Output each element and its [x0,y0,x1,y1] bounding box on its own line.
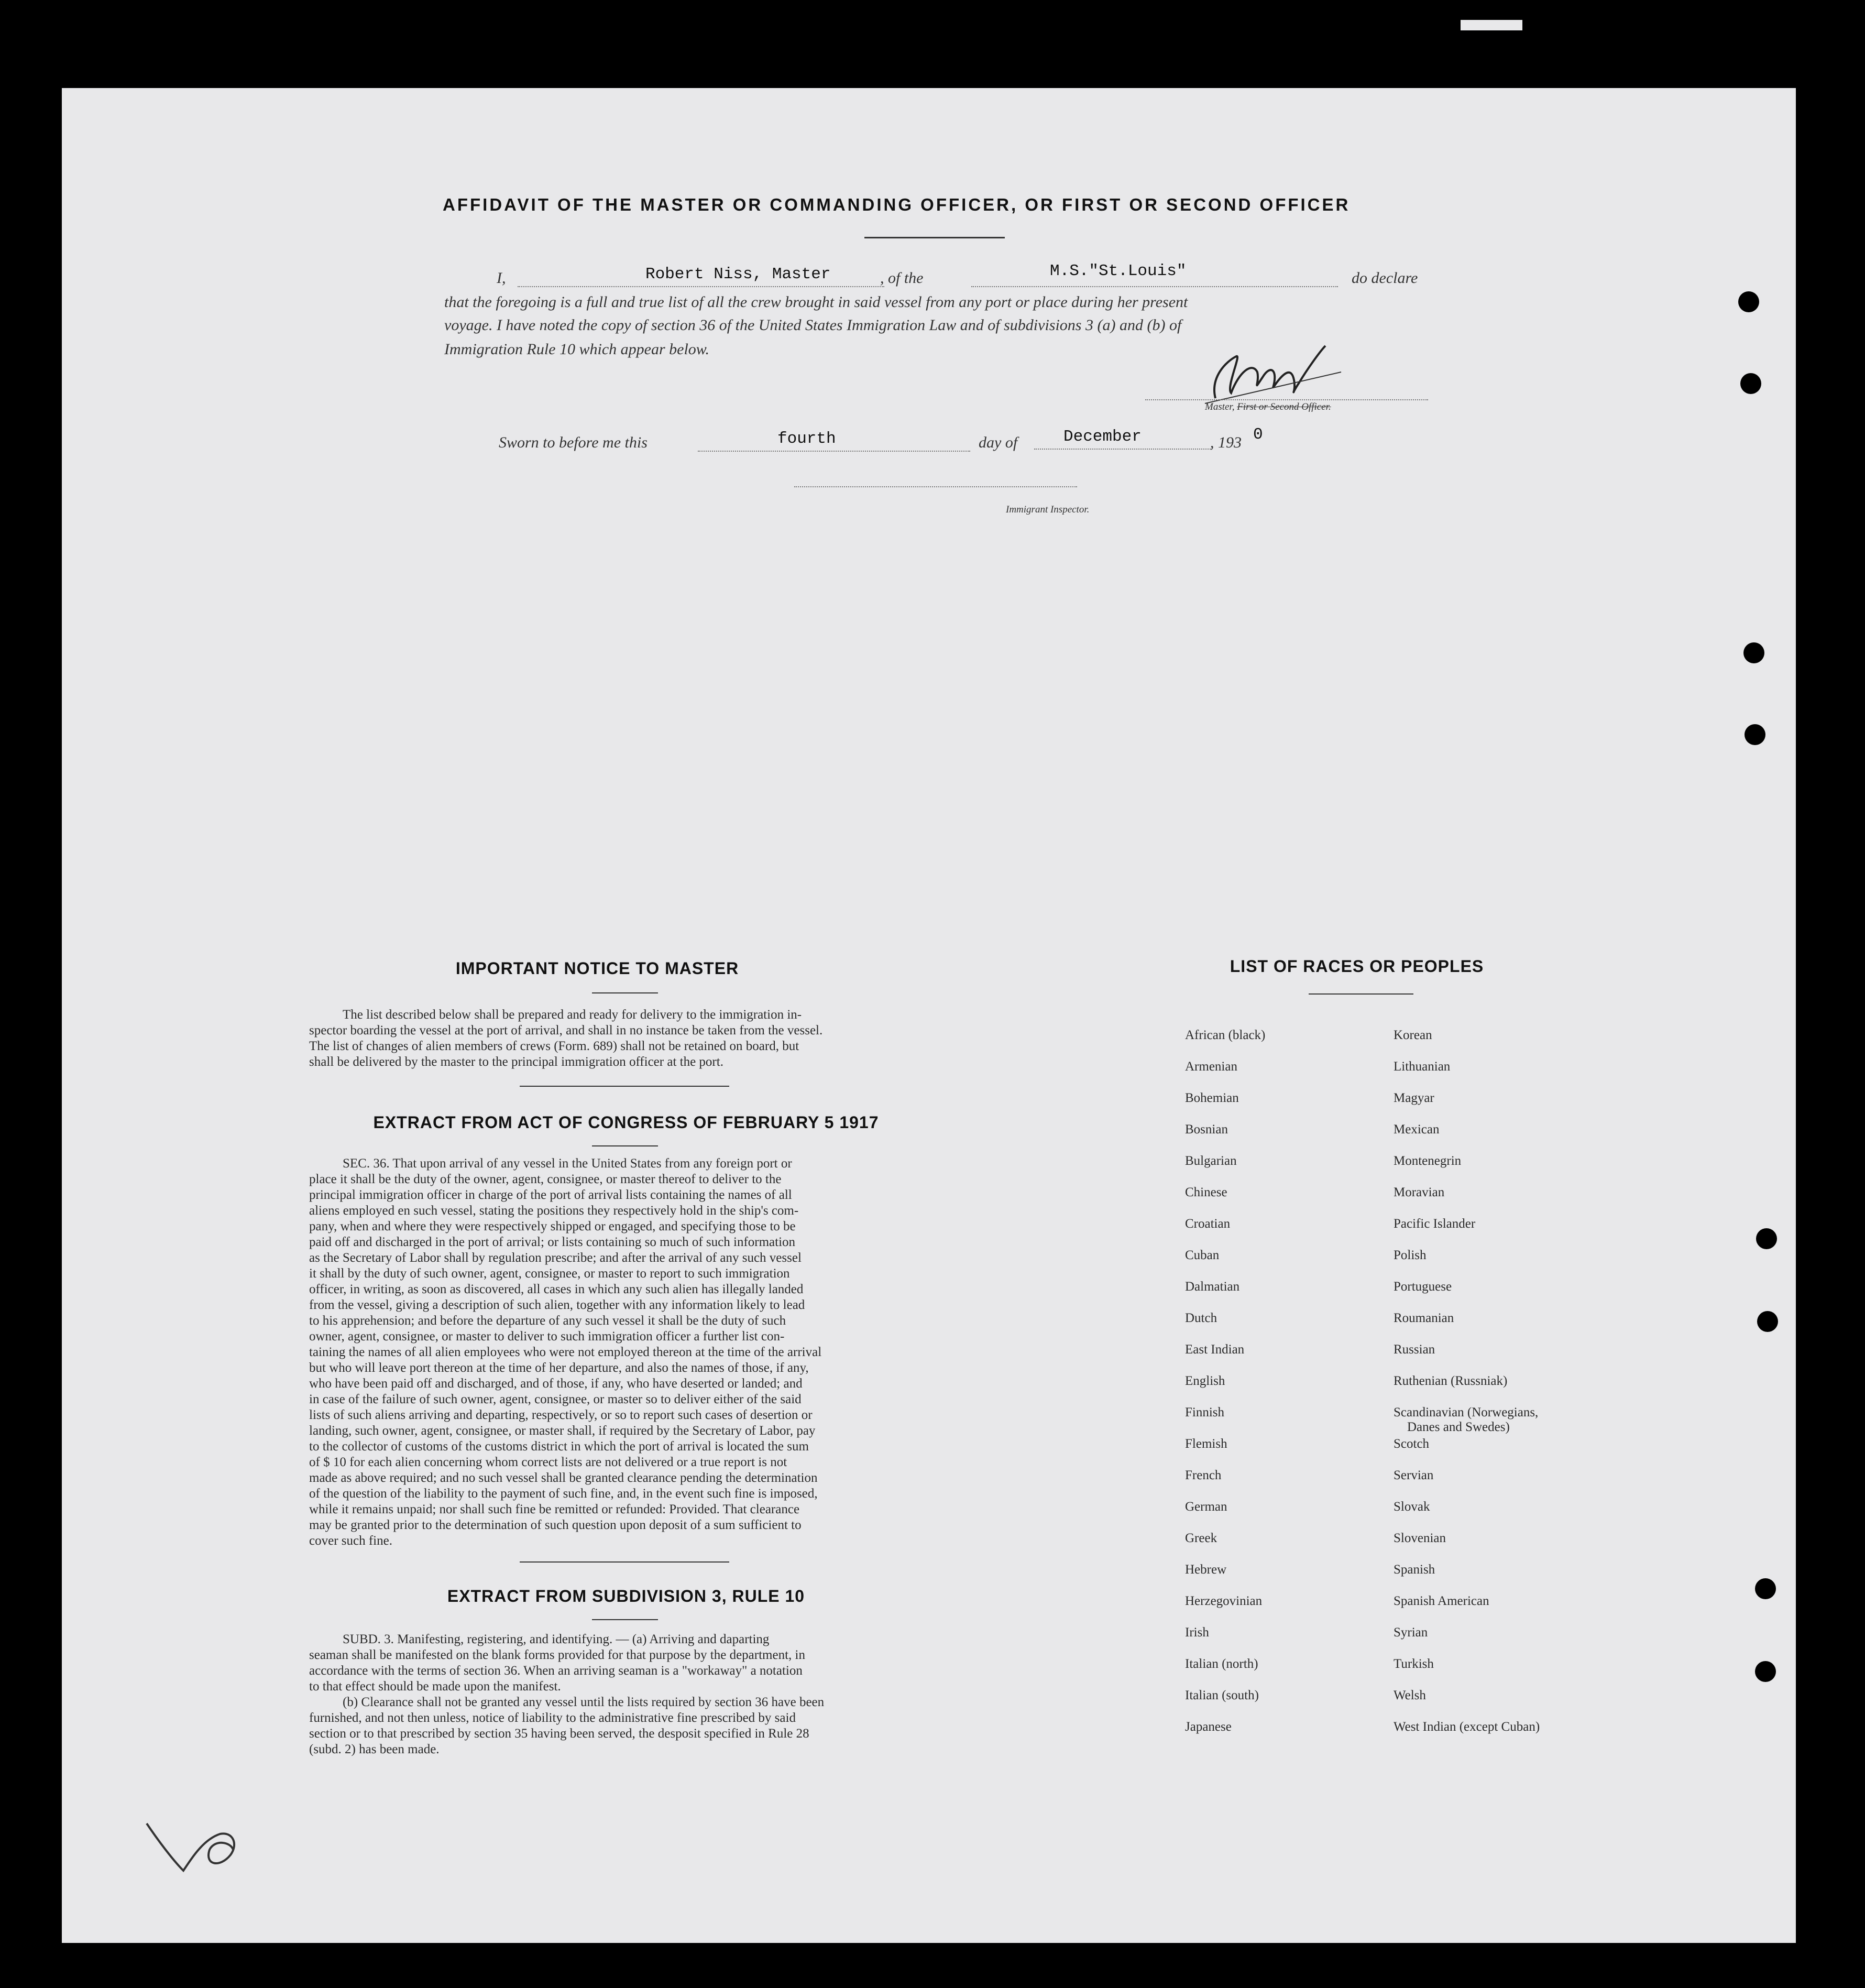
race-item: Korean [1394,1028,1432,1042]
race-item: Armenian [1185,1059,1237,1074]
sworn-day: fourth [777,430,836,448]
do-declare-label: do declare [1352,269,1418,287]
race-item: Italian (south) [1185,1688,1259,1702]
sworn-day-line [698,451,970,452]
race-item: Dalmatian [1185,1280,1240,1294]
notice-line: shall be delivered by the master to the principal immigration officer at the port. [309,1055,723,1069]
race-item: Bulgarian [1185,1154,1237,1168]
i-label: I, [497,269,506,287]
race-item: Italian (north) [1185,1657,1258,1671]
notice-line: spector boarding the vessel at the port of arrival, and shall in no instance be taken from the vessel. [309,1023,823,1037]
race-item: East Indian [1185,1342,1245,1357]
race-item: Chinese [1185,1185,1227,1199]
race-item: Spanish [1394,1563,1435,1577]
rule-line: (subd. 2) has been made. [309,1742,440,1756]
act-line: officer, in writing, as soon as discovered, all cases in which any such alien has illegally landed [309,1282,804,1296]
act-line: cover such fine. [309,1534,392,1548]
act-line: to the collector of customs of the customs district in which the port of arrival is located the sum [309,1439,809,1454]
race-item: Finnish [1185,1405,1225,1419]
divider [592,1145,658,1146]
rule-line: (b) Clearance shall not be granted any vessel until the lists required by section 36 have been [343,1695,825,1709]
punch-hole [1756,1228,1777,1249]
race-item: Greek [1185,1531,1217,1545]
race-item: Scotch [1394,1437,1430,1451]
race-item: Dutch [1185,1311,1217,1325]
act-line: taining the names of all alien employees who were not employed thereon at the time of the arrival [309,1345,822,1359]
race-item: Herzegovinian [1185,1594,1263,1608]
race-item: Slovenian [1394,1531,1446,1545]
vessel-fill-line [971,286,1338,287]
act-line: place it shall be the duty of the owner, agent, consignee, or master thereof to deliver to the [309,1172,782,1186]
race-item: Flemish [1185,1437,1227,1451]
extract-rule-text [309,1632,943,1757]
punch-hole [1755,1578,1776,1599]
year-suffix: 0 [1253,425,1263,444]
sworn-label: Sworn to before me this [499,434,648,451]
race-item: Bosnian [1185,1122,1228,1137]
punch-hole [1757,1311,1778,1332]
act-line: of $ 10 for each alien concerning whom correct lists are not delivered or a true report is not [309,1455,787,1469]
race-item: Bohemian [1185,1091,1239,1105]
sworn-month-line [1034,449,1212,450]
race-item: Polish [1394,1248,1427,1262]
signature-caption [1205,401,1331,413]
year-prefix: , 193 [1210,434,1242,451]
act-line: pany, when and where they were respectively shipped or engaged, and specifying those to be [309,1219,796,1233]
notice-line: The list of changes of alien members of crews (Form. 689) shall not be retained on board, but [309,1039,799,1053]
extract-act-text [309,1156,943,1549]
declaration-line: that the foregoing is a full and true list of all the crew brought in said vessel from any port or place during her present [444,293,1188,311]
act-line: who have been paid off and discharged, and of those, if any, who have deserted or landed; and [309,1377,803,1391]
races-title: LIST OF RACES OR PEOPLES [1230,957,1484,976]
extract-rule-title: EXTRACT FROM SUBDIVISION 3, RULE 10 [447,1587,805,1605]
rule-line: seaman shall be manifested on the blank forms provided for that purpose by the department, in [309,1648,805,1662]
race-item: Mexican [1394,1122,1440,1137]
punch-hole [1745,724,1765,745]
act-line: it shall by the duty of such owner, agent, consignee, or master to report to such immigration [309,1266,790,1281]
act-line: lists of such aliens arriving and departing, respectively, or so to report such cases of desertion or [309,1408,813,1422]
extract-act-title: EXTRACT FROM ACT OF CONGRESS OF FEBRUARY 5 1917 [373,1113,879,1132]
act-line: in case of the failure of such owner, agent, consignee, or master so to deliver either of the said [309,1392,802,1406]
race-item: Japanese [1185,1720,1232,1734]
day-of-label: day of [979,434,1018,451]
act-line: aliens employed en such vessel, stating the positions they respectively hold in the ship's com- [309,1204,799,1218]
punch-hole [1740,373,1761,394]
race-item: German [1185,1500,1227,1514]
race-item: Croatian [1185,1217,1231,1231]
race-item: Hebrew [1185,1563,1227,1577]
race-item: English [1185,1374,1225,1388]
race-item: Portuguese [1394,1280,1452,1294]
race-item: Moravian [1394,1185,1445,1199]
race-item: Roumanian [1394,1311,1454,1325]
punch-hole [1743,642,1764,663]
race-item: Scandinavian (Norwegians, [1394,1405,1539,1419]
rule-line: section or to that prescribed by section 35 having been served, the desposit specified in Rule 28 [309,1727,809,1741]
inspector-caption: Immigrant Inspector. [1006,504,1090,515]
divider [592,1619,658,1620]
notice-line: The list described below shall be prepared and ready for delivery to the immigration in- [343,1008,802,1022]
notice-text [309,1007,943,1070]
act-line: paid off and discharged in the port of arrival; or lists containing so much of such information [309,1235,796,1249]
signature-caption-struck: First or Second Officer. [1237,401,1331,412]
rule-line: to that effect should be made upon the manifest. [309,1679,561,1694]
race-item: West Indian (except Cuban) [1394,1720,1540,1734]
race-item: Irish [1185,1625,1209,1640]
declaration-line: Immigration Rule 10 which appear below. [444,341,710,358]
race-item: Turkish [1394,1657,1434,1671]
act-line: principal immigration officer in charge of the port of arrival lists containing the names of all [309,1188,792,1202]
race-item: Ruthenian (Russniak) [1394,1374,1508,1388]
act-line: of the question of the liability to the payment of such fine, and, in the event such fine is imposed, [309,1487,818,1501]
divider [520,1561,729,1563]
act-line: to his apprehension; and before the departure of any such vessel it shall be the duty of such [309,1314,786,1328]
sworn-month: December [1063,428,1142,446]
race-item: Lithuanian [1394,1059,1451,1074]
divider [1309,993,1413,995]
race-item: Montenegrin [1394,1154,1462,1168]
race-item: Spanish American [1394,1594,1489,1608]
divider [520,1086,729,1087]
race-item: Cuban [1185,1248,1220,1262]
vessel-name: M.S."St.Louis" [1050,262,1187,280]
act-line: may be granted prior to the determination of such question upon deposit of a sum sufficient to [309,1518,802,1532]
race-item: Pacific Islander [1394,1217,1476,1231]
punch-hole [1755,1661,1776,1682]
master-signature [1194,341,1352,409]
act-line: made as above required; and no such vessel shall be granted clearance pending the determination [309,1471,818,1485]
race-item: Servian [1394,1468,1434,1482]
rule-line: accordance with the terms of section 36. When an arriving seaman is a "workaway" a notation [309,1664,803,1678]
divider [864,237,1005,238]
signature-caption-master: Master, [1205,401,1235,412]
signature-line [1145,399,1428,400]
race-item: Danes and Swedes) [1407,1420,1510,1434]
race-item: Syrian [1394,1625,1428,1640]
race-item: French [1185,1468,1222,1482]
race-item: Slovak [1394,1500,1430,1514]
act-line: from the vessel, giving a description of such alien, together with any information likely to lead [309,1298,805,1312]
master-name: Robert Niss, Master [645,265,831,283]
act-line: while it remains unpaid; nor shall such fine be remitted or refunded: Provided. That clearance [309,1502,800,1516]
handwritten-mark [141,1818,246,1881]
race-item: Welsh [1394,1688,1426,1702]
act-line: but who will leave port thereon at the time of her departure, and also the names of those, if any, [309,1361,809,1375]
inspector-signature-line [794,486,1077,487]
affidavit-title: AFFIDAVIT OF THE MASTER OR COMMANDING OFFICER, OR FIRST OR SECOND OFFICER [443,195,1351,214]
race-item: African (black) [1185,1028,1266,1042]
of-the-label: , of the [880,269,924,287]
rule-line: SUBD. 3. Manifesting, registering, and identifying. — (a) Arriving and daparting [343,1632,770,1646]
divider [592,992,658,993]
notice-title: IMPORTANT NOTICE TO MASTER [455,959,739,978]
paper-tab [1461,20,1522,30]
act-line: owner, agent, consignee, or master to deliver to such immigration officer a further list con- [309,1329,785,1343]
name-fill-line [518,286,884,287]
declaration-line: voyage. I have noted the copy of section 36 of the United States Immigration Law and of subdivisions 3 (a) and (b) of [444,316,1182,334]
rule-line: furnished, and not then unless, notice of liability to the administrative fine prescribed by said [309,1711,796,1725]
punch-hole [1738,291,1759,312]
act-line: landing, such owner, agent, consignee, or master shall, if required by the Secretary of Labor, pay [309,1424,816,1438]
race-item: Russian [1394,1342,1435,1357]
race-item: Magyar [1394,1091,1434,1105]
act-line: as the Secretary of Labor shall by regulation prescribe; and after the arrival of any such vessel [309,1251,802,1265]
act-line: SEC. 36. That upon arrival of any vessel in the United States from any foreign port or [343,1156,792,1171]
